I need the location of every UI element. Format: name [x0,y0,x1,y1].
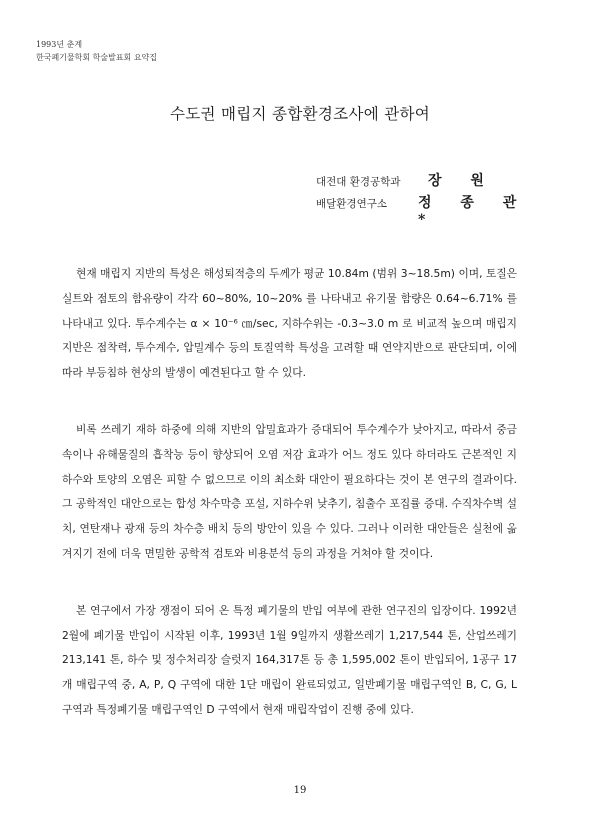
author-affiliation: 대전대 환경공학과 [316,176,401,188]
paragraph-remediation-alternatives: 비록 쓰레기 재하 하중에 의해 지반의 압밀효과가 증대되어 투수계수가 낮아지고, 따라서 중금속이나 유해물질의 흡착능 등이 향상되어 오염 저감 효과가 어느 정도 있다 하더라도 근본적인 지하수와 토양의 오염은 피할 수 없으므로 이의 최소화 대안이 필요하다는 것이 본 연구의 결과이다. 그 공학적인 대안으로는 합성 차수막층 포설, 지하수위 낮추기, 침출수 포집률 증대. 수직차수벽 설치, 연탄재나 광재 등의 차수층 배치 등의 방안이 있을 수 있다. 그러나 이러한 대안들은 실천에 옮겨지기 전에 더욱 면밀한 공학적 검토와 비용분석 등의 과정을 거쳐야 할 것이다. [62,422,517,560]
author-name: 장 원 [428,173,496,189]
author-block [316,170,536,228]
author-name: 정 종 관* [417,195,529,228]
author-affiliation: 배달환경연구소 [316,198,388,210]
paragraph-waste-intake: 본 연구에서 가장 쟁점이 되어 온 특정 폐기물의 반입 여부에 관한 연구진의 입장이다. 1992년 2월에 폐기물 반입이 시작된 이후, 1993년 1월 9일까지 생활쓰레기 1,217,544 톤, 산업쓰레기 213,141 톤, 하수 및 정수처리장 슬럿지 164,317톤 등 총 1,595,002 톤이 반입되어, 1공구 17개 매립구역 중, A, P, Q 구역에 대한 1단 매립이 완료되었고, 일반폐기물 매립구역인 B, C, G, L 구역과 특정폐기물 매립구역인 D 구역에서 현재 매립작업이 진행 중에 있다. [62,603,517,716]
author-row [316,170,536,192]
page-number: 19 [293,785,307,796]
paragraph-site-characteristics: 현재 매립지 지반의 특성은 해성퇴적층의 두께가 평균 10.84m (범위 3~18.5m) 이며, 토질은 실트와 점토의 함유량이 각각 60~80%, 10~20% 를 나타내고 유기물 함량은 0.64~6.71% 를 나타내고 있다. 투수계수는 α × 10⁻⁶ ㎝/sec, 지하수위는 -0.3~3.0 m 로 비교적 높으며 매립지 지반은 점착력, 투수계수, 압밀계수 등의 토질역학 특성을 고려할 때 연약지반으로 판단되며, 이에 따라 부등침하 현상의 발생이 예견된다고 할 수 있다. [62,267,517,380]
author-row [316,192,536,228]
header-proceedings: 한국폐기물학회 학술발표회 요약집 [36,53,158,62]
abstract-body [62,262,517,755]
proceedings-header [36,38,157,64]
paper-title: 수도권 매립지 종합환경조사에 관하여 [169,105,431,123]
header-season: 1993년 춘계 [36,40,83,49]
